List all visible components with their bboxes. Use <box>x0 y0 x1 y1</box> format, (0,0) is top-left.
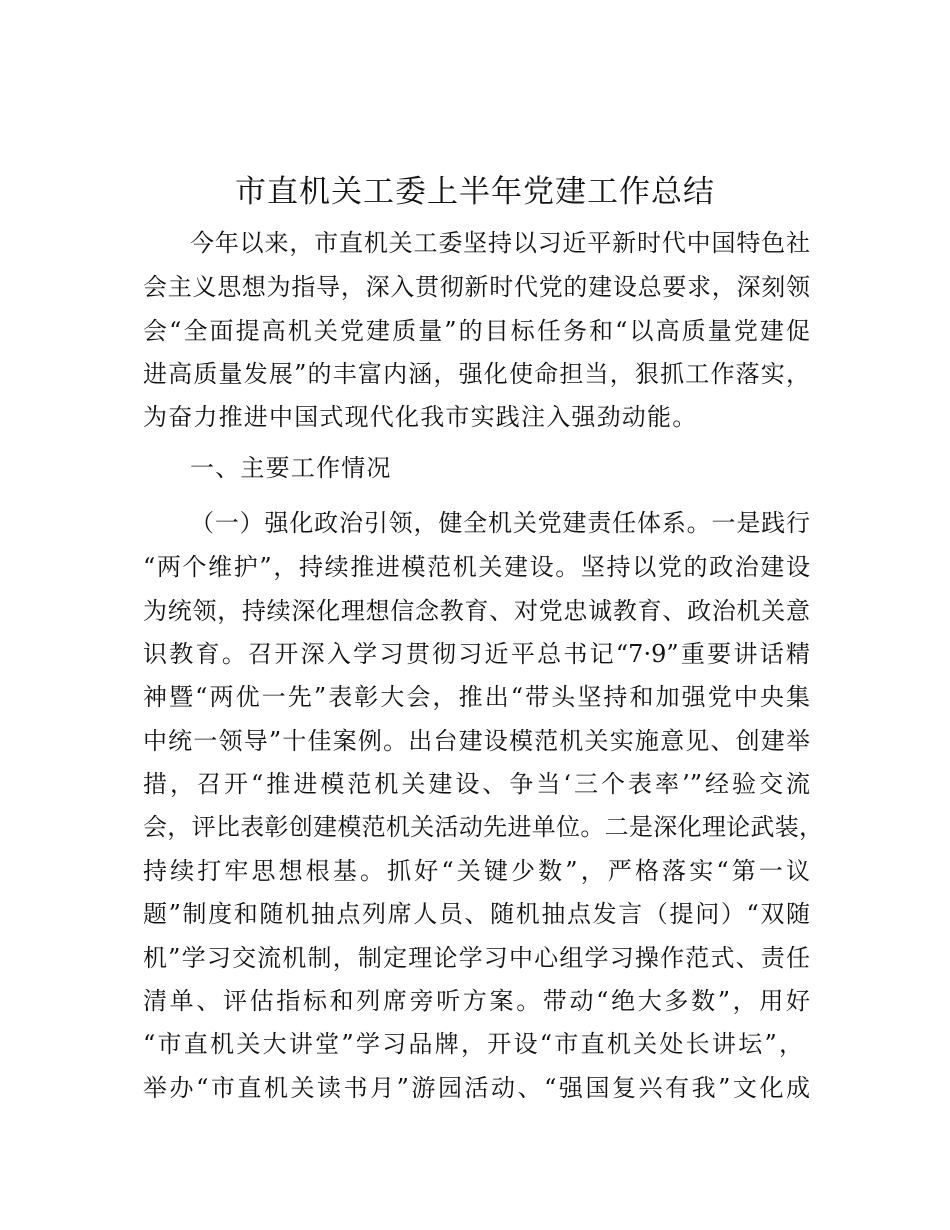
body-line: 措，召开“推进模范机关建设、争当‘三个表率’”经验交流 <box>143 770 810 798</box>
body-line: 持续打牢思想根基。抓好“关键少数”，严格落实“第一议 <box>143 857 810 885</box>
intro-line: 会“全面提高机关党建质量”的目标任务和“以高质量党建促 <box>143 317 810 345</box>
document-title: 市直机关工委上半年党建工作总结 <box>235 174 715 210</box>
body-line: （一）强化政治引领，健全机关党建责任体系。一是践行 <box>190 509 810 537</box>
body-line: 为统领，持续深化理想信念教育、对党忠诚教育、政治机关意 <box>143 597 810 625</box>
intro-line: 为奋力推进中国式现代化我市实践注入强劲动能。 <box>143 403 698 431</box>
intro-line: 会主义思想为指导，深入贯彻新时代党的建设总要求，深刻领 <box>143 273 810 301</box>
intro-line: 进高质量发展”的丰富内涵，强化使命担当，狠抓工作落实， <box>143 360 810 388</box>
body-line: “两个维护”，持续推进模范机关建设。坚持以党的政治建设 <box>143 553 810 581</box>
body-line: 中统一领导”十佳案例。出台建设模范机关实施意见、创建举 <box>143 727 810 755</box>
body-line: 识教育。召开深入学习贯彻习近平总书记“7·9”重要讲话精 <box>143 640 810 668</box>
body-line: 题”制度和随机抽点列席人员、随机抽点发言（提问）“双随 <box>143 900 810 928</box>
intro-line: 今年以来，市直机关工委坚持以习近平新时代中国特色社 <box>190 229 810 257</box>
body-line: “市直机关大讲堂”学习品牌，开设“市直机关处长讲坛”， <box>143 1030 803 1058</box>
body-line: 会，评比表彰创建模范机关活动先进单位。二是深化理论武装， <box>143 813 823 841</box>
body-line: 清单、评估指标和列席旁听方案。带动“绝大多数”，用好 <box>143 987 810 1015</box>
section-heading: 一、主要工作情况 <box>190 454 392 482</box>
body-line: 举办“市直机关读书月”游园活动、“强国复兴有我”文化成 <box>143 1074 810 1102</box>
body-line: 机”学习交流机制，制定理论学习中心组学习操作范式、责任 <box>143 944 810 972</box>
body-line: 神暨“两优一先”表彰大会，推出“带头坚持和加强党中央集 <box>143 683 810 711</box>
